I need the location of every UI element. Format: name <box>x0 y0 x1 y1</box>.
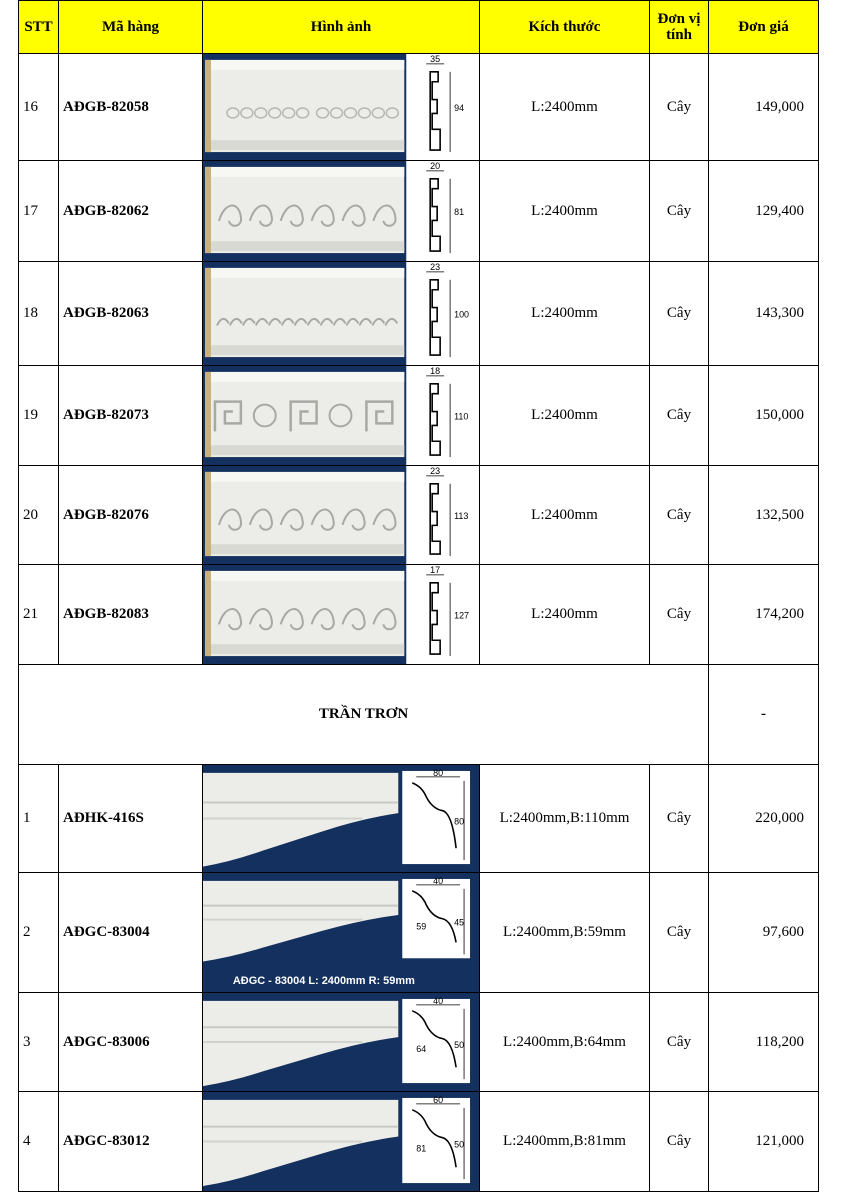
molding-bottom-edge <box>205 544 404 554</box>
section-price: - <box>709 665 819 765</box>
row-price: 97,600 <box>709 873 819 993</box>
profile-dim-a-label: 80 <box>433 767 444 778</box>
row-code: AĐGB-82058 <box>59 54 203 161</box>
molding-bottom-edge <box>205 445 404 455</box>
row-unit: Cây <box>650 54 709 161</box>
row-image <box>203 262 480 366</box>
molding-strip <box>205 60 404 152</box>
molding-top-edge <box>205 268 404 278</box>
row-image <box>203 565 480 665</box>
product-image <box>203 765 479 872</box>
row-size: L:2400mm <box>480 565 650 665</box>
row-price: 143,300 <box>709 262 819 366</box>
row-code: AĐHK-416S <box>59 765 203 873</box>
product-image <box>203 466 479 564</box>
table-row <box>19 161 819 262</box>
header-stt: STT <box>19 1 59 54</box>
header-row <box>19 1 819 54</box>
profile-height-label: 81 <box>454 206 465 217</box>
profile-height-label: 110 <box>454 411 469 422</box>
profile-height-label: 113 <box>454 510 469 521</box>
row-stt: 4 <box>19 1092 59 1192</box>
row-image <box>203 873 480 993</box>
table-row <box>19 765 819 873</box>
row-price: 129,400 <box>709 161 819 262</box>
table-row <box>19 873 819 993</box>
row-size: L:2400mm,B:59mm <box>480 873 650 993</box>
molding-top-edge <box>205 472 404 482</box>
row-stt: 1 <box>19 765 59 873</box>
profile-width-label: 23 <box>430 466 441 476</box>
header-unit-line2: tính <box>666 27 692 43</box>
table-row <box>19 565 819 665</box>
row-price: 150,000 <box>709 366 819 466</box>
row-stt: 20 <box>19 466 59 565</box>
product-image <box>203 54 479 160</box>
profile-panel <box>406 161 479 261</box>
row-image <box>203 765 480 873</box>
row-stt: 2 <box>19 873 59 993</box>
row-code: AĐGB-82073 <box>59 366 203 466</box>
row-stt: 21 <box>19 565 59 665</box>
row-price: 121,000 <box>709 1092 819 1192</box>
row-unit: Cây <box>650 765 709 873</box>
header-code: Mã hàng <box>59 1 203 54</box>
molding-top-edge <box>205 372 404 382</box>
row-code: AĐGB-82062 <box>59 161 203 262</box>
row-stt: 18 <box>19 262 59 366</box>
row-price: 149,000 <box>709 54 819 161</box>
header-unit-line1: Đơn vị <box>657 11 701 27</box>
row-unit: Cây <box>650 262 709 366</box>
molding-end-cap <box>205 472 211 556</box>
row-size: L:2400mm <box>480 54 650 161</box>
profile-dim-a-label: 60 <box>433 1094 444 1105</box>
row-code: AĐGB-82063 <box>59 262 203 366</box>
profile-dim-c-label: 81 <box>416 1143 427 1154</box>
row-stt: 16 <box>19 54 59 161</box>
row-unit: Cây <box>650 366 709 466</box>
profile-panel <box>406 54 479 160</box>
molding-strip <box>205 167 404 253</box>
row-image <box>203 993 480 1092</box>
profile-dim-c-label: 64 <box>416 1043 427 1054</box>
header-price: Đơn giá <box>709 1 819 54</box>
table-row <box>19 366 819 466</box>
header-image: Hình ảnh <box>203 1 480 54</box>
molding-top-edge <box>205 60 404 70</box>
row-stt: 19 <box>19 366 59 466</box>
profile-dim-b-label: 50 <box>454 1139 465 1150</box>
row-unit: Cây <box>650 993 709 1092</box>
molding-strip <box>205 472 404 556</box>
product-image <box>203 565 479 664</box>
row-size: L:2400mm <box>480 466 650 565</box>
row-price: 174,200 <box>709 565 819 665</box>
row-image <box>203 161 480 262</box>
molding-top-edge <box>205 167 404 177</box>
product-image <box>203 873 479 992</box>
table-row <box>19 262 819 366</box>
product-image <box>203 262 479 365</box>
table-row <box>19 466 819 565</box>
molding-strip <box>205 268 404 357</box>
row-image <box>203 54 480 161</box>
row-stt: 3 <box>19 993 59 1092</box>
row-price: 118,200 <box>709 993 819 1092</box>
row-image <box>203 1092 480 1192</box>
section-row <box>19 665 819 765</box>
row-code: AĐGB-82076 <box>59 466 203 565</box>
row-unit: Cây <box>650 466 709 565</box>
table-row <box>19 1092 819 1192</box>
row-size: L:2400mm <box>480 161 650 262</box>
profile-dim-b-label: 45 <box>454 917 465 928</box>
table-row <box>19 993 819 1092</box>
row-price: 132,500 <box>709 466 819 565</box>
molding-strip <box>205 372 404 457</box>
profile-dim-c-label: 59 <box>416 921 427 932</box>
profile-dim-b-label: 80 <box>454 816 465 827</box>
profile-height-label: 127 <box>454 610 470 621</box>
molding-end-cap <box>205 60 211 152</box>
profile-width-label: 17 <box>430 565 441 575</box>
molding-bottom-edge <box>205 345 404 355</box>
row-image <box>203 466 480 565</box>
molding-bottom-edge <box>205 241 404 251</box>
row-size: L:2400mm,B:64mm <box>480 993 650 1092</box>
molding-top-edge <box>205 571 404 581</box>
row-size: L:2400mm,B:110mm <box>480 765 650 873</box>
product-image <box>203 993 479 1091</box>
product-image <box>203 161 479 261</box>
profile-dim-a-label: 40 <box>433 995 444 1006</box>
row-stt: 17 <box>19 161 59 262</box>
product-image <box>203 366 479 465</box>
product-image <box>203 1092 479 1191</box>
molding-bottom-edge <box>205 140 404 150</box>
price-table <box>18 0 819 1192</box>
row-unit: Cây <box>650 161 709 262</box>
table-row <box>19 54 819 161</box>
row-size: L:2400mm <box>480 366 650 466</box>
profile-height-label: 100 <box>454 309 470 320</box>
molding-end-cap <box>205 372 211 457</box>
molding-strip <box>205 571 404 656</box>
row-price: 220,000 <box>709 765 819 873</box>
molding-end-cap <box>205 167 211 253</box>
row-image <box>203 366 480 466</box>
row-code: AĐGC-83004 <box>59 873 203 993</box>
row-unit: Cây <box>650 873 709 993</box>
profile-width-label: 18 <box>430 366 441 376</box>
molding-end-cap <box>205 571 211 656</box>
molding-bottom-edge <box>205 644 404 654</box>
row-unit: Cây <box>650 565 709 665</box>
header-unit <box>650 1 709 54</box>
molding-end-cap <box>205 268 211 357</box>
profile-dim-a-label: 40 <box>433 875 444 886</box>
row-code: AĐGC-83012 <box>59 1092 203 1192</box>
row-size: L:2400mm <box>480 262 650 366</box>
header-size: Kích thước <box>480 1 650 54</box>
profile-width-label: 23 <box>430 262 441 272</box>
section-title: TRẦN TRƠN <box>19 665 709 765</box>
row-code: AĐGB-82083 <box>59 565 203 665</box>
row-size: L:2400mm,B:81mm <box>480 1092 650 1192</box>
profile-width-label: 20 <box>430 161 441 171</box>
row-unit: Cây <box>650 1092 709 1192</box>
image-caption: AĐGC - 83004 L: 2400mm R: 59mm <box>232 975 415 988</box>
profile-dim-b-label: 50 <box>454 1039 465 1050</box>
row-code: AĐGC-83006 <box>59 993 203 1092</box>
profile-height-label: 94 <box>454 102 465 113</box>
profile-width-label: 35 <box>430 54 441 64</box>
